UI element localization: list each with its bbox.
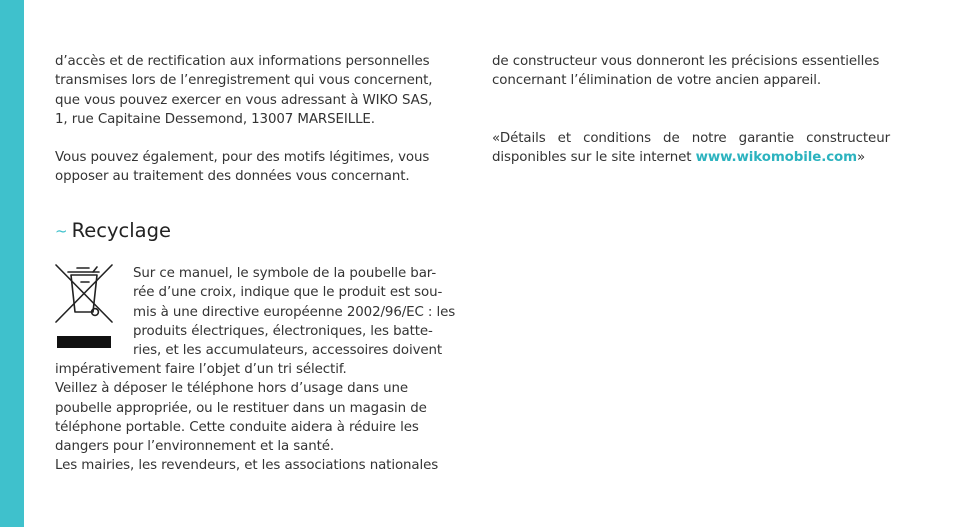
text-line: Les mairies, les revendeurs, et les associations nationales <box>55 458 439 474</box>
text-line: mis à une directive européenne 2002/96/EC : les <box>133 304 456 320</box>
text-line: «Détails et conditions de notre garantie constructeur <box>492 131 890 146</box>
text-line: dangers pour l’environnement et la santé. <box>55 439 335 455</box>
website-link[interactable]: www.wikomobile.com <box>695 150 858 166</box>
text-line: rée d’une croix, indique que le produit est sou- <box>133 285 443 301</box>
disposal-paragraph <box>492 52 879 91</box>
text-line: impérativement faire l’objet d’un tri sélectif. <box>55 362 347 377</box>
text-line <box>492 148 890 167</box>
text-line: téléphone portable. Cette conduite aidera à réduire les <box>55 419 419 435</box>
text-line: Sur ce manuel, le symbole de la poubelle bar- <box>133 266 437 281</box>
text-line: poubelle appropriée, ou le restituer dans un magasin de <box>55 400 427 416</box>
text-line: Veillez à déposer le téléphone hors d’usage dans une <box>55 381 409 397</box>
text-line: Vous pouvez également, pour des motifs légitimes, vous <box>55 150 430 165</box>
recycling-wrapped-paragraph <box>133 264 455 360</box>
recycling-full-paragraph <box>55 360 438 476</box>
text-line: de constructeur vous donneront les précisions essentielles <box>492 54 880 69</box>
warranty-paragraph <box>492 129 890 168</box>
text-fragment: disponibles sur le site internet <box>492 150 696 166</box>
text-line: concernant l’élimination de votre ancien appareil. <box>492 73 822 89</box>
text-line: transmises lors de l’enregistrement qui vous concernent, <box>55 73 433 89</box>
opposition-paragraph <box>55 148 429 187</box>
text-line: opposer au traitement des données vous concernant. <box>55 169 410 185</box>
text-line: produits électriques, électroniques, les batte- <box>133 323 433 339</box>
section-heading <box>55 219 171 242</box>
accent-side-bar <box>0 0 24 527</box>
heading-text: Recyclage <box>71 219 171 242</box>
text-line: 1, rue Capitaine Dessemond, 13007 MARSEILLE. <box>55 111 375 127</box>
heading-tilde: ~ <box>55 222 68 240</box>
privacy-paragraph <box>55 52 432 129</box>
text-line: que vous pouvez exercer en vous adressant à WIKO SAS, <box>55 92 433 108</box>
text-line: d’accès et de rectification aux informations personnelles <box>55 54 430 69</box>
text-line: ries, et les accumulateurs, accessoires doivent <box>133 343 443 359</box>
crossed-out-wheelie-bin-icon <box>53 262 115 352</box>
text-fragment: » <box>857 150 866 166</box>
